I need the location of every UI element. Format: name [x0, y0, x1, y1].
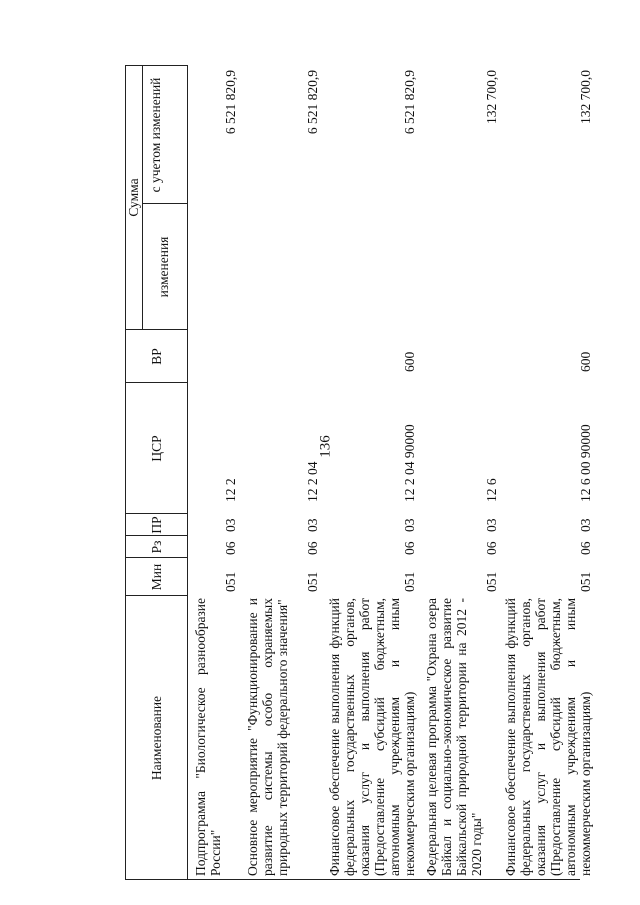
row-1-rz: 06	[305, 541, 320, 555]
sum-subheader-line	[142, 65, 143, 330]
row-0-name: Подпрограмма "Биологическое разнообразие России"	[193, 598, 223, 876]
header-sum: Сумма	[126, 178, 141, 217]
header-pr: ПР	[149, 516, 164, 534]
row-4-vr: 600	[578, 351, 593, 372]
body-left-border	[187, 879, 580, 880]
row-0-pr: 03	[223, 518, 238, 532]
header-csr: ЦСР	[149, 435, 164, 462]
row-1-pr: 03	[305, 518, 320, 532]
row-1-name: Основное мероприятие "Функционирование и развитие системы особо охраняемых природных территорий федерального значения"	[245, 598, 290, 876]
row-2-min: 051	[402, 571, 417, 592]
row-3-rz: 06	[484, 541, 499, 555]
row-4-pr: 03	[578, 518, 593, 532]
budget-table	[125, 65, 593, 880]
row-3-total: 132 700,0	[484, 70, 499, 124]
header-min: Мин	[149, 563, 164, 591]
row-0-rz: 06	[223, 541, 238, 555]
row-2-rz: 06	[402, 541, 417, 555]
header-name: Наименование	[149, 695, 164, 781]
row-2-pr: 03	[402, 518, 417, 532]
header-with-changes: с учетом изменений	[148, 77, 163, 193]
header-changes: изменения	[156, 236, 171, 298]
row-1-min: 051	[305, 571, 320, 592]
row-2-vr: 600	[402, 351, 417, 372]
row-1-csr: 12 2 04	[305, 461, 320, 502]
page-number: 136	[317, 435, 334, 458]
header-rz: Рз	[149, 540, 164, 554]
row-4-total: 132 700,0	[578, 70, 593, 124]
row-3-min: 051	[484, 571, 499, 592]
row-2-csr: 12 2 04 90000	[402, 424, 417, 502]
row-4-name: Финансовое обеспечение выполнения функций федеральных государственных органов, оказания услуг и выполнения работ (Предоставление субсидий бюджетным, автономным учреждениям и иным некоммерческим организациям)	[503, 598, 593, 876]
header-vr: ВР	[149, 348, 164, 365]
row-2-total: 6 521 820,9	[402, 70, 417, 135]
row-3-csr: 12 6	[484, 478, 499, 502]
row-4-min: 051	[578, 571, 593, 592]
row-0-min: 051	[223, 571, 238, 592]
row-0-csr: 12 2	[223, 478, 238, 502]
header-bottom-border	[187, 65, 188, 880]
row-1-total: 6 521 820,9	[305, 70, 320, 135]
row-4-csr: 12 6 00 90000	[578, 424, 593, 502]
row-2-name: Финансовое обеспечение выполнения функций федеральных государственных органов, оказания услуг и выполнения работ (Предоставление субсидий бюджетным, автономным учреждениям и иным некоммерческим организациям)	[327, 598, 417, 876]
row-3-name: Федеральная целевая программа "Охрана озера Байкал и социально-экономическое развитие Байкальской природной территории на 2012 - 2020 годы"	[424, 598, 484, 876]
row-4-rz: 06	[578, 541, 593, 555]
row-0-total: 6 521 820,9	[223, 70, 238, 135]
row-3-pr: 03	[484, 518, 499, 532]
